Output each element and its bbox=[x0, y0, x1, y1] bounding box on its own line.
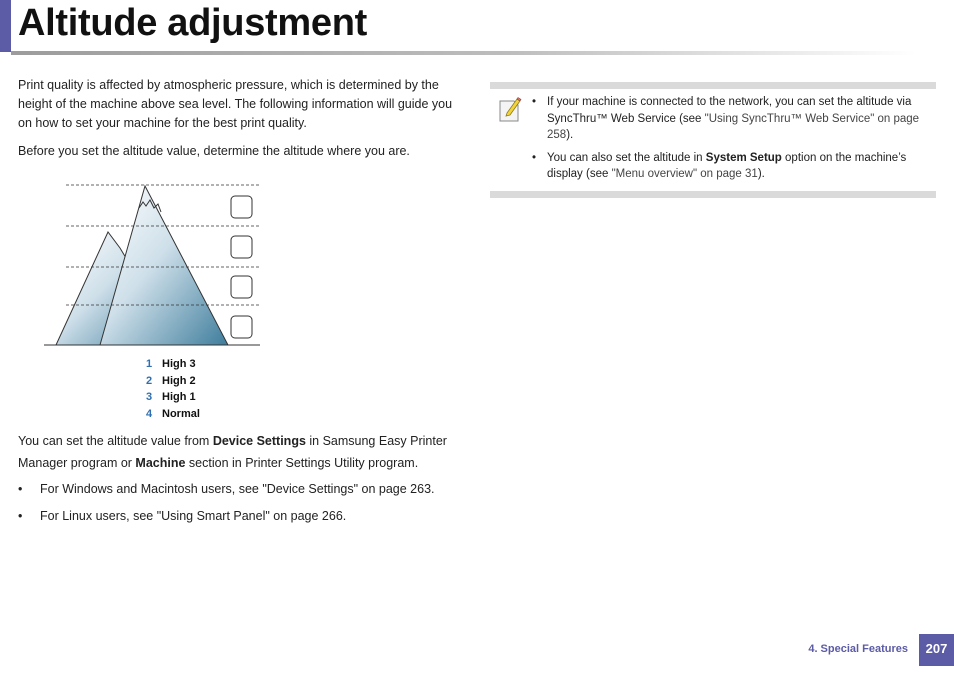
legend-row bbox=[146, 356, 200, 373]
menu-overview-reference-link[interactable]: "Menu overview" on page 31 bbox=[611, 168, 758, 180]
note-1-end: ). bbox=[566, 129, 574, 141]
page-number: 207 bbox=[919, 634, 954, 666]
system-setup-term: System Setup bbox=[705, 151, 782, 164]
page-title: Altitude adjustment bbox=[18, 2, 367, 44]
linux-instruction: For Linux users, see "Using Smart Panel" on page 266. bbox=[40, 509, 347, 523]
legend-row bbox=[146, 373, 200, 390]
mountain-illustration bbox=[40, 178, 270, 350]
legend-label: High 2 bbox=[162, 374, 196, 387]
legend-number: 4 bbox=[146, 407, 153, 420]
legend-row bbox=[146, 406, 200, 423]
altitude-legend bbox=[146, 356, 200, 422]
legend-number: 1 bbox=[146, 358, 153, 370]
bullet-icon: • bbox=[18, 509, 23, 523]
machine-term: Machine bbox=[135, 456, 186, 470]
note-list bbox=[532, 94, 936, 189]
level-marker-label-1: 1 bbox=[238, 202, 245, 214]
footer-section-label: 4. Special Features bbox=[808, 643, 908, 655]
level-marker-label-2: 2 bbox=[238, 242, 245, 254]
altitude-figure bbox=[40, 178, 270, 350]
windows-mac-instruction: For Windows and Macintosh users, see "Device Settings" on page 263. bbox=[40, 482, 435, 496]
note-2-pre: You can also set the altitude in bbox=[547, 151, 706, 164]
bullet-icon: • bbox=[532, 96, 537, 108]
before-paragraph: Before you set the altitude value, determine the altitude where you are. bbox=[18, 144, 410, 158]
level-marker-label-3: 3 bbox=[238, 282, 245, 294]
device-settings-term: Device Settings bbox=[212, 434, 306, 448]
title-rule bbox=[11, 51, 916, 55]
legend-label: High 1 bbox=[162, 391, 196, 404]
legend-number: 3 bbox=[146, 391, 153, 404]
note-pencil-icon bbox=[498, 95, 522, 123]
bullet-icon: • bbox=[18, 482, 23, 496]
legend-label: Normal bbox=[162, 407, 200, 420]
note-box bbox=[490, 82, 936, 198]
legend-row bbox=[146, 389, 200, 406]
intro-paragraph: Print quality is affected by atmospheric pressure, which is determined by the height of the machine above sea level. The following information will guide you on how to set your machine for the best print quality. bbox=[18, 78, 453, 130]
legend-number: 2 bbox=[146, 374, 153, 387]
note-1-text: If your machine is connected to the network, you can set the altitude via SyncThru™ Web Service (see bbox=[547, 96, 912, 125]
bullet-icon: • bbox=[532, 151, 537, 164]
note-item bbox=[532, 94, 936, 144]
legend-label: High 3 bbox=[162, 358, 196, 370]
settings-text-2: in Samsung Easy Printer Manager program or bbox=[18, 434, 447, 470]
settings-text-1: You can set the altitude value from bbox=[18, 434, 213, 448]
note-item bbox=[532, 150, 936, 183]
title-accent-bar bbox=[0, 0, 11, 52]
level-marker-label-4: 4 bbox=[238, 322, 245, 334]
note-2-end: ). bbox=[757, 168, 765, 180]
settings-text-3: section in Printer Settings Utility program. bbox=[185, 456, 419, 470]
syncthru-reference-link[interactable]: "Using SyncThru™ Web Service" on page 258 bbox=[547, 112, 920, 141]
settings-paragraph bbox=[18, 430, 468, 474]
note-2-mid: option on the machine’s display (see bbox=[547, 151, 907, 180]
